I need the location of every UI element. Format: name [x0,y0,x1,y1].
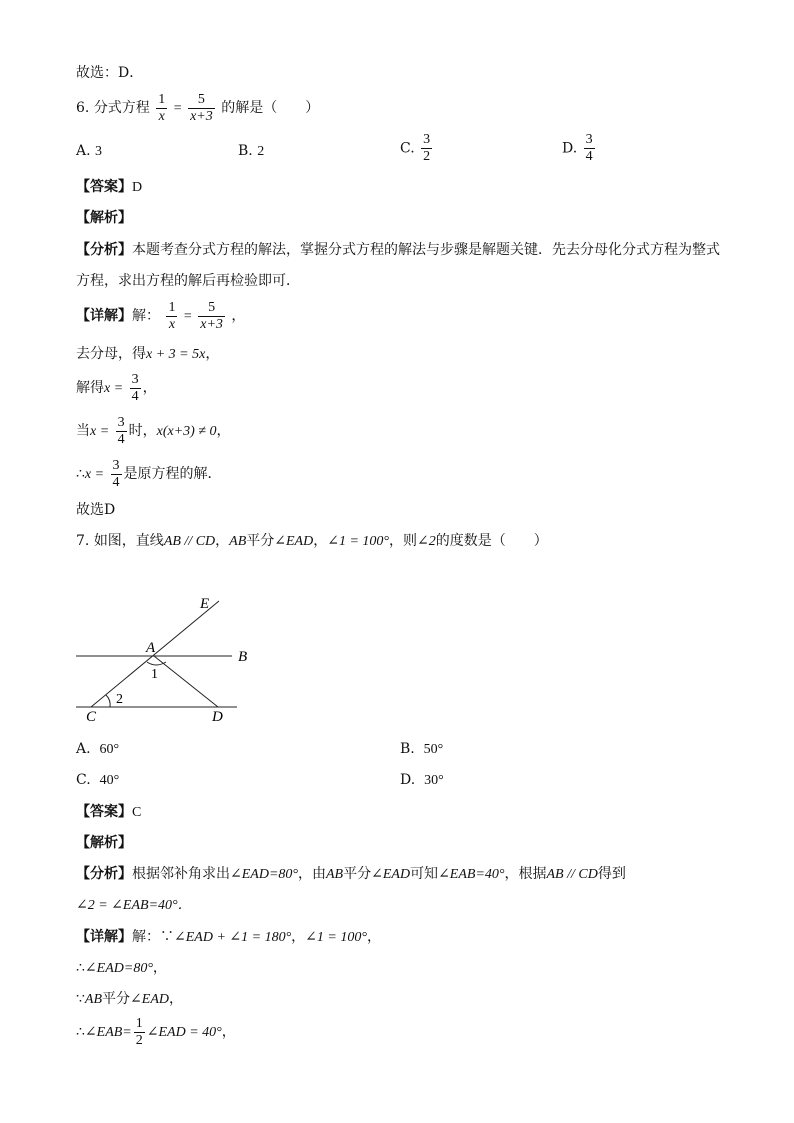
q7-fenxi-line2: ∠2 = ∠EAB=40°． [76,898,192,913]
q6-detail-step1: 【详解】解： $\frac{1}{x}$ = $\frac{5}{x+3}$ ， [76,299,246,332]
q7-detail-line3: ∵AB平分∠EAD， [76,991,183,1007]
label-e: E [200,596,210,612]
q6-option-b: B. 2 [238,143,265,159]
label-a: A [146,640,156,656]
q7-answer: 【答案】C [76,804,142,820]
label-1: 1 [151,667,158,682]
q6-conclusion: 故选D [76,502,116,518]
q6-option-c-fraction: $\frac{3}{2}$ [423,132,431,164]
q7-option-d: D. 30° [400,772,444,788]
label-c: C [86,709,97,725]
q6-stem-pre: 分式方程 [93,100,150,116]
q7-option-b: B. 50° [400,741,444,757]
q7-detail-line1: 【详解】解：∵∠EAD + ∠1 = 180°，∠1 = 100°， [76,929,381,945]
q6-option-c: C. $\frac{3}{2}$ [400,132,431,164]
q6-detail-step5: ∴x = $\frac{3}{4}$ 是原方程的解． [76,457,222,490]
q7-analysis-tag: 【解析】 [76,835,132,851]
q6-detail-step3: 解得x = $\frac{3}{4}$ ， [76,371,157,404]
q7-option-a: A. 60° [76,741,120,757]
q6-lhs-fraction: $\frac{1}{x}$ [158,91,166,124]
label-2: 2 [116,692,123,707]
q7-fenxi-line1: 【分析】根据邻补角求出∠EAD=80°，由AB平分∠EAD可知∠EAB=40°，根据AB // CD得到 [76,866,626,882]
q6-analysis-tag: 【解析】 [76,210,132,226]
q6-detail-step2: 去分母，得x + 3 = 5x， [76,346,220,362]
q7-detail-line2: ∴∠EAD=80°， [76,960,167,976]
angle-2-arc [106,695,110,707]
label-d: D [212,709,223,725]
q7-option-c: C. 40° [76,772,120,788]
q6-stem-post: 的解是（ ） [221,100,320,116]
q6-equals: = [173,101,182,116]
q6-fenxi-line1: 【分析】本题考查分式方程的解法，掌握分式方程的解法与步骤是解题关键．先去分母化分式方程为整式 [76,242,720,258]
q6-answer: 【答案】D [76,179,143,195]
angle-1-arc [147,662,166,665]
label-b: B [238,649,248,665]
q6-option-d: D. $\frac{3}{4}$ [562,132,593,164]
q6-fenxi-line2: 方程，求出方程的解后再检验即可． [76,273,300,289]
q7-detail-line4: ∴∠EAB= $\frac{1}{2}$ ∠EAD = 40°， [76,1015,236,1048]
q6-number: 6. [76,100,90,116]
q6-option-d-fraction: $\frac{3}{4}$ [585,132,593,164]
q7-stem: 7. 如图，直线AB // CD，AB平分∠EAD，∠1 = 100°，则∠2的度数是（ ） [76,533,548,549]
q6-rhs-fraction: $\frac{5}{x+3}$ [190,91,213,124]
q6-detail-step4: 当x = $\frac{3}{4}$ 时，x(x+3) ≠ 0， [76,414,231,447]
q6-option-a: A. 3 [76,143,103,159]
q5-conclusion: 故选：D． [76,65,144,81]
